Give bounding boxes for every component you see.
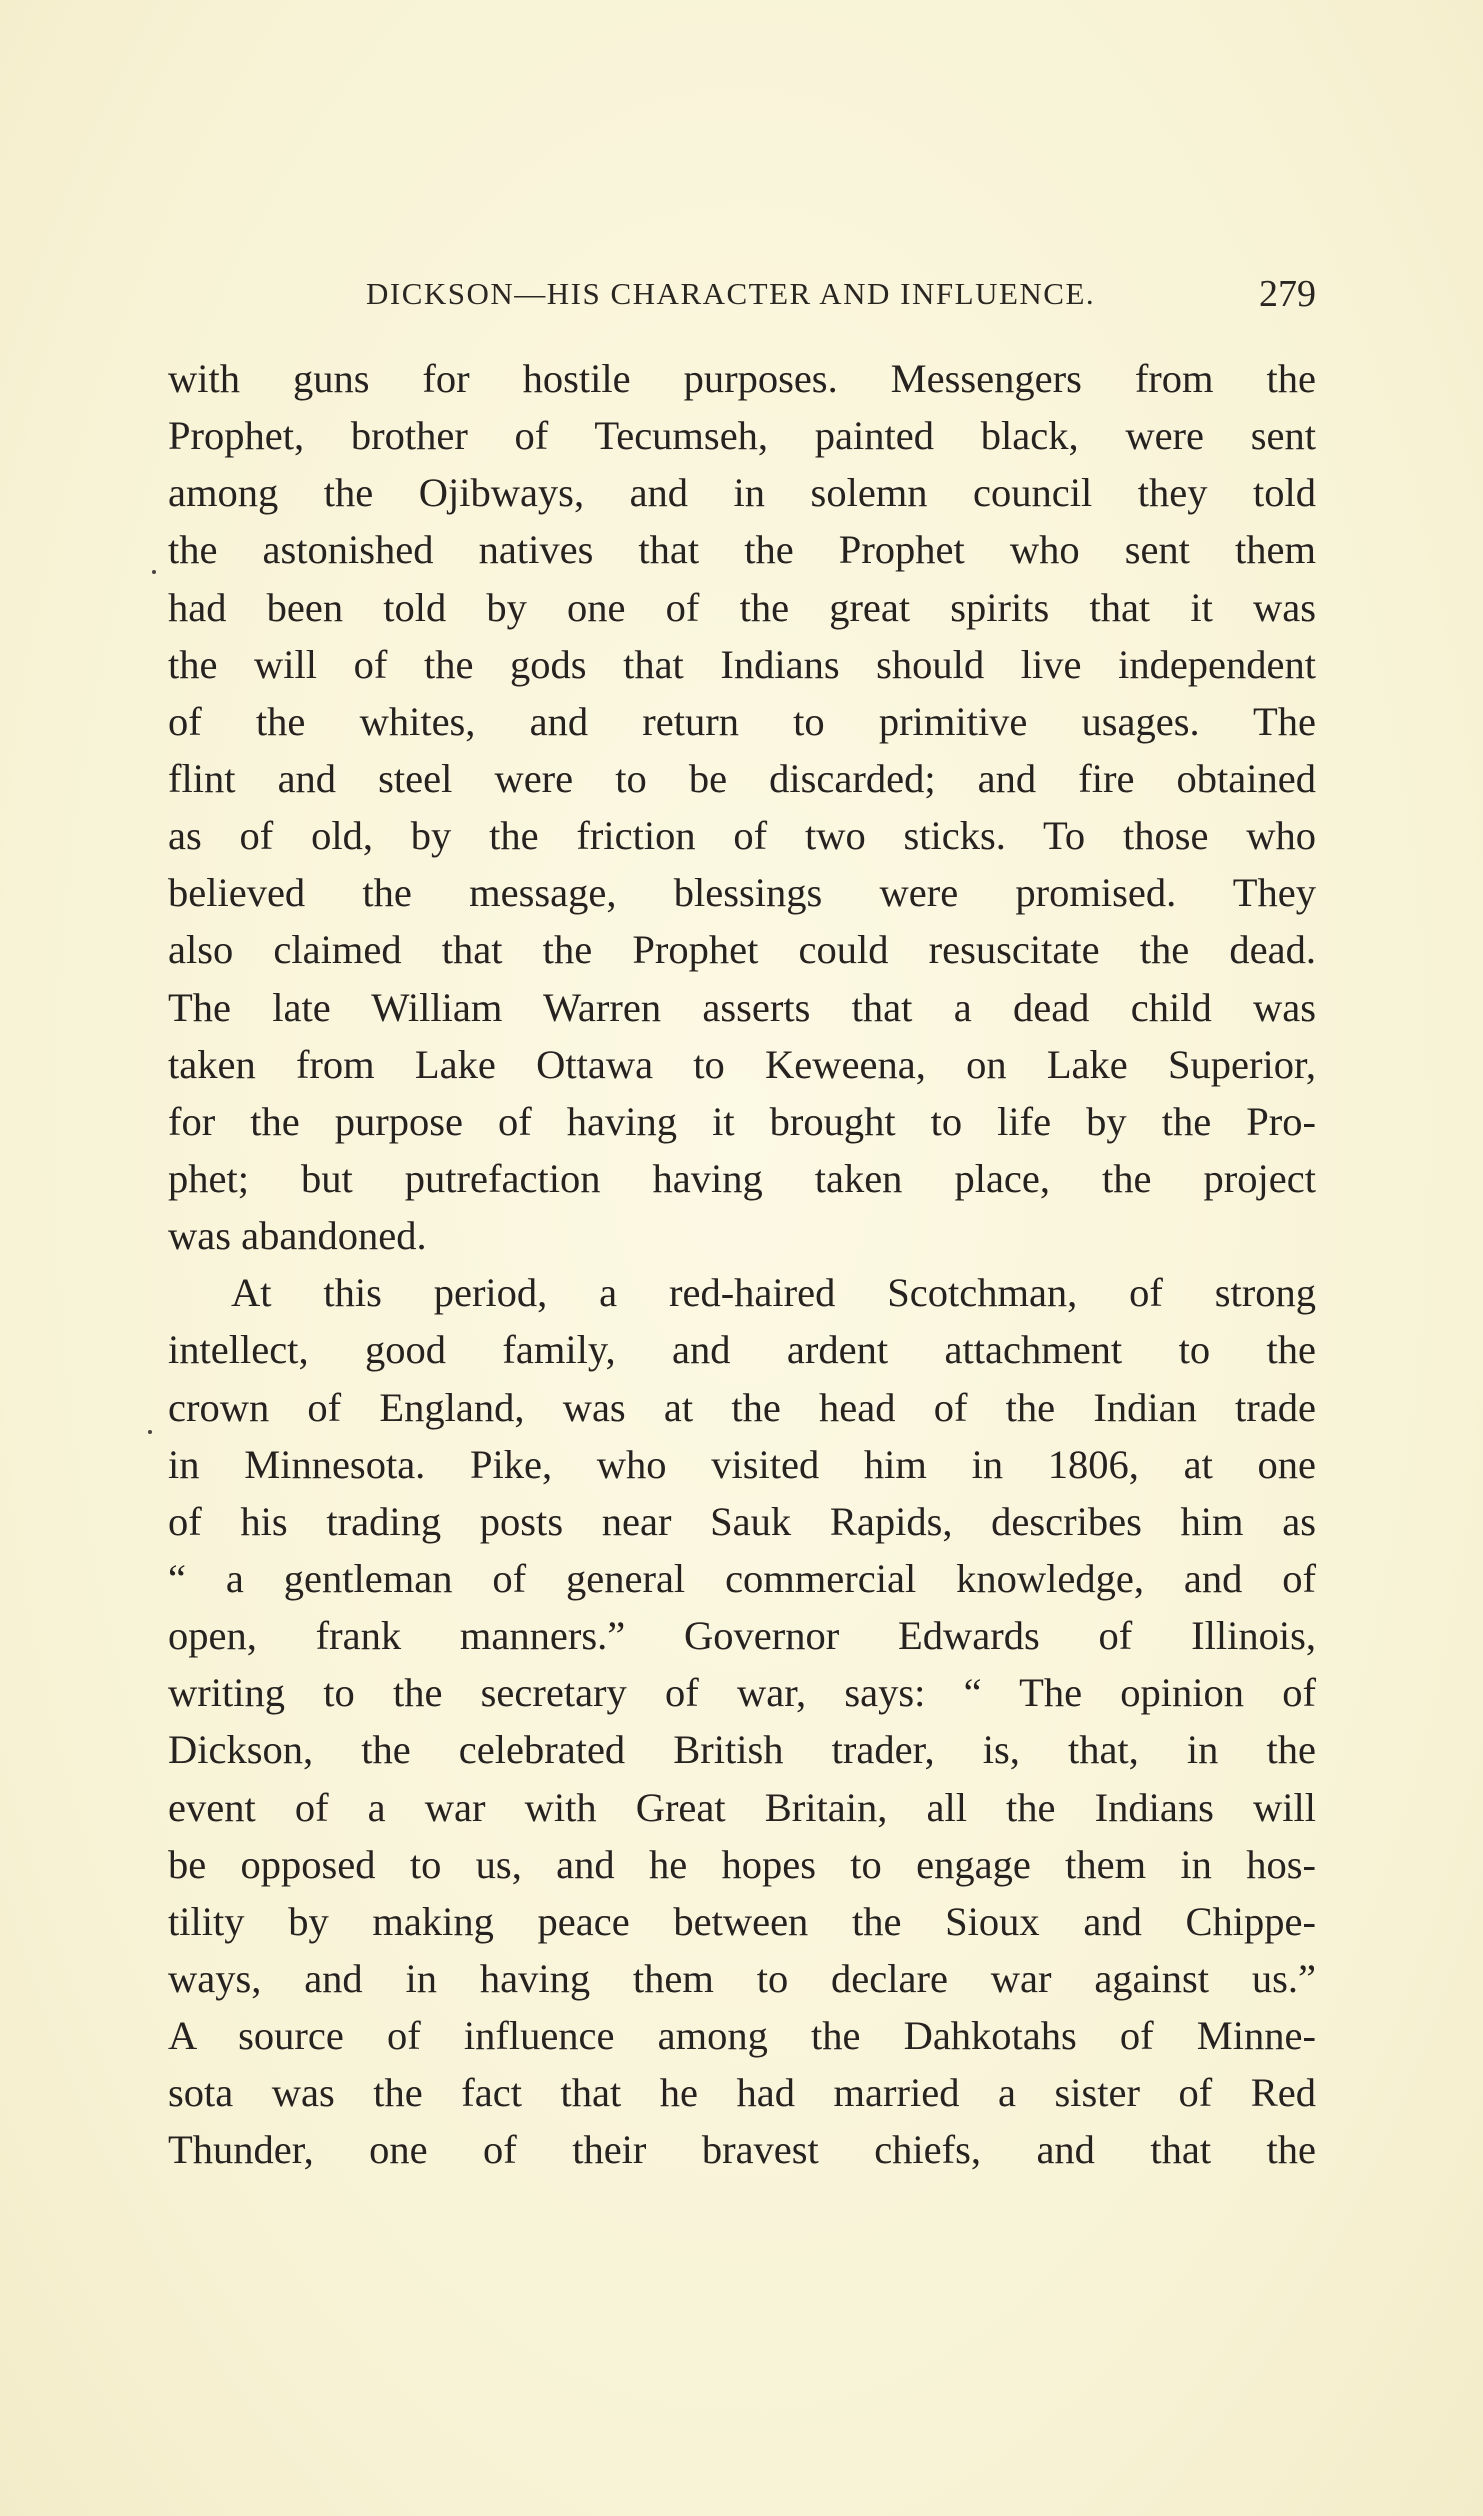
text-line: intellect, good family, and ardent attachment to the [168,1327,1316,1373]
margin-speck [152,570,156,574]
text-line: “ a gentleman of general commercial knowledge, and of [168,1555,1316,1601]
margin-speck [148,1430,152,1434]
text-line: in Minnesota. Pike, who visited him in 1806, at one [168,1441,1316,1487]
text-line: sota was the fact that he had married a sister of Red [168,2070,1316,2116]
text-line: Prophet, brother of Tecumseh, painted black, were sent [168,413,1316,459]
text-line: also claimed that the Prophet could resuscitate the dead. [168,927,1316,973]
text-line-paragraph-end: was abandoned. [168,1213,427,1259]
text-line: Dickson, the celebrated British trader, is, that, in the [168,1727,1316,1773]
text-line: the astonished natives that the Prophet who sent them [168,527,1316,573]
text-line: the will of the gods that Indians should live independent [168,641,1316,687]
text-line: with guns for hostile purposes. Messengers from the [168,356,1316,401]
text-line: The late William Warren asserts that a dead child was [168,984,1316,1030]
body-text [168,350,1316,2179]
text-line: tility by making peace between the Sioux and Chippe- [168,1898,1316,1944]
text-line: believed the message, blessings were promised. They [168,870,1316,916]
text-line: taken from Lake Ottawa to Keweena, on Lake Superior, [168,1041,1316,1087]
text-line: phet; but putrefaction having taken place, the project [168,1155,1316,1201]
text-line: crown of England, was at the head of the Indian trade [168,1384,1316,1430]
running-head [168,273,1316,316]
text-line: A source of influence among the Dahkotahs of Minne- [168,2013,1316,2059]
text-line: of his trading posts near Sauk Rapids, describes him as [168,1498,1316,1544]
text-line: event of a war with Great Britain, all the Indians will [168,1784,1316,1830]
running-head-title: DICKSON—HIS CHARACTER AND INFLUENCE. [366,276,1096,311]
page-number: 279 [1259,273,1316,315]
text-line: among the Ojibways, and in solemn council they told [168,470,1316,516]
text-line-paragraph-start: At this period, a red-haired Scotchman, of strong [231,1270,1316,1316]
text-line: be opposed to us, and he hopes to engage them in hos- [168,1841,1316,1887]
text-line: Thunder, one of their bravest chiefs, and that the [168,2127,1316,2173]
text-line: writing to the secretary of war, says: “ The opinion of [168,1670,1316,1716]
text-line: ways, and in having them to declare war against us.” [168,1955,1316,2001]
text-line: had been told by one of the great spirits that it was [168,584,1316,630]
text-line: for the purpose of having it brought to life by the Pro- [168,1098,1316,1144]
text-line: open, frank manners.” Governor Edwards of Illinois, [168,1613,1316,1659]
text-line: as of old, by the friction of two sticks. To those who [168,813,1316,859]
text-line: of the whites, and return to primitive usages. The [168,698,1316,744]
text-line: flint and steel were to be discarded; and fire obtained [168,755,1316,801]
